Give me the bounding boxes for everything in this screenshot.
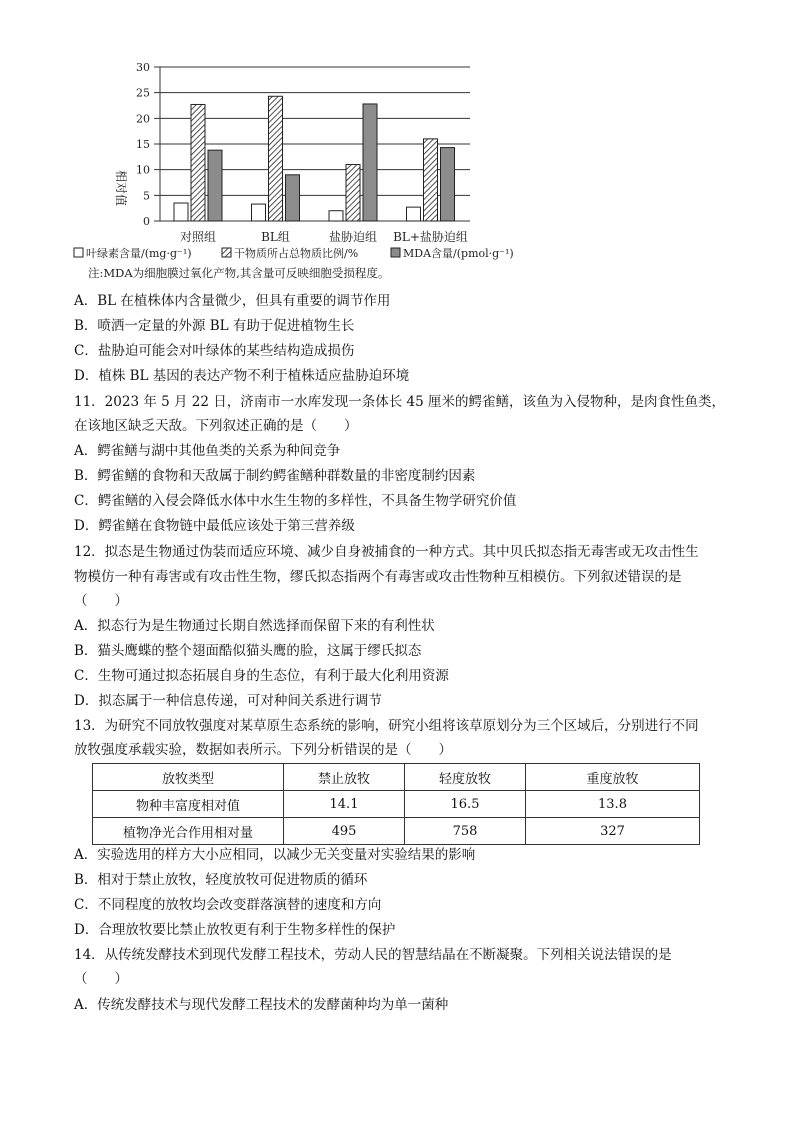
table-header-cell: 重度放牧 <box>526 764 700 791</box>
bar-chart <box>70 55 540 295</box>
y-tick-label: 15 <box>136 138 150 151</box>
chart-svg <box>70 55 540 295</box>
table-row <box>93 818 700 845</box>
q12-stem-2: 物模仿一种有毒害或有攻击性生物，缪氏拟态指两个有毒害或攻击性物种互相模仿。下列叙述错误的是 <box>74 569 682 585</box>
q13-option-a: A．实验选用的样方大小应相同，以减少无关变量对实验结果的影响 <box>74 847 476 863</box>
q12-stem-3: （ ） <box>74 593 128 609</box>
table-cell: 14.1 <box>284 791 405 818</box>
q14-stem-2: （ ） <box>74 971 128 987</box>
bar-gray-2 <box>363 104 377 221</box>
table-cell: 758 <box>405 818 526 845</box>
table-header-row <box>93 764 700 791</box>
q12-option-d: D．拟态属于一种信息传递，可对种间关系进行调节 <box>74 693 382 709</box>
q11-option-a: A．鳄雀鳝与湖中其他鱼类的关系为种间竞争 <box>74 443 341 459</box>
q10-option-b: B．喷洒一定量的外源 BL 有助于促进植物生长 <box>74 318 355 334</box>
q14-stem-1: 14．从传统发酵技术到现代发酵工程技术，劳动人民的智慧结晶在不断凝聚。下列相关说法错误的是 <box>74 947 672 963</box>
y-tick-label: 0 <box>143 215 150 228</box>
q11-stem-2: 在该地区缺乏天敌。下列叙述正确的是（ ） <box>74 418 358 434</box>
q10-option-c: C．盐胁迫可能会对叶绿体的某些结构造成损伤 <box>74 343 355 359</box>
q13-stem-2: 放牧强度承载实验，数据如表所示。下列分析错误的是（ ） <box>74 742 452 758</box>
grazing-table <box>92 763 700 845</box>
table-cell: 13.8 <box>526 791 700 818</box>
legend-swatch-chlorophyll <box>74 248 83 257</box>
q12-option-b: B．猫头鹰蝶的整个翅面酷似猫头鹰的脸，这属于缪氏拟态 <box>74 643 422 659</box>
y-tick-label: 25 <box>136 86 150 100</box>
table-header-cell: 放牧类型 <box>93 764 284 791</box>
bar-gray-0 <box>208 150 222 221</box>
x-tick-label: 对照组 <box>179 230 217 244</box>
bar-hatch-3 <box>424 139 438 221</box>
bar-white-0 <box>174 203 188 221</box>
bar-white-3 <box>407 207 421 221</box>
table-row <box>93 791 700 818</box>
q10-option-d: D．植株 BL 基因的表达产物不利于植株适应盐胁迫环境 <box>74 368 410 384</box>
legend-label-dry-matter: 干物质所占总物质比例/% <box>234 247 359 260</box>
q13-option-c: C．不同程度的放牧均会改变群落演替的速度和方向 <box>74 897 382 913</box>
bar-gray-3 <box>441 148 455 221</box>
table-cell: 16.5 <box>405 791 526 818</box>
legend-swatch-dry-matter <box>222 248 231 257</box>
y-tick-label: 30 <box>136 61 150 74</box>
bar-white-1 <box>252 204 266 221</box>
bar-gray-1 <box>286 175 300 221</box>
legend-label-mda: MDA含量/(pmol·g⁻¹) <box>403 247 514 260</box>
q13-stem-1: 13．为研究不同放牧强度对某草原生态系统的影响，研究小组将该草原划分为三个区域后，分别进行不同 <box>74 718 699 734</box>
bar-hatch-1 <box>269 96 283 221</box>
table-cell: 物种丰富度相对值 <box>93 791 284 818</box>
bar-hatch-2 <box>346 165 360 221</box>
q12-stem-1: 12．拟态是生物通过伪装而适应环境、减少自身被捕食的一种方式。其中贝氏拟态指无毒害或无攻击性生 <box>74 544 699 560</box>
q14-option-a: A．传统发酵技术与现代发酵工程技术的发酵菌种均为单一菌种 <box>74 997 449 1013</box>
x-tick-label: 盐胁迫组 <box>328 230 378 244</box>
q11-option-d: D．鳄雀鳝在食物链中最低应该处于第三营养级 <box>74 518 355 534</box>
chart-legend <box>74 246 514 260</box>
table-cell: 植物净光合作用相对量 <box>93 818 284 845</box>
q12-option-a: A．拟态行为是生物通过长期自然选择而保留下来的有利性状 <box>74 618 435 634</box>
q11-stem-1: 11．2023 年 5 月 22 日，济南市一水库发现一条体长 45 厘米的鳄雀鳝，该鱼为入侵物种，是肉食性鱼类， <box>74 394 726 410</box>
table-cell: 327 <box>526 818 700 845</box>
table-header-cell: 禁止放牧 <box>284 764 405 791</box>
bar-white-2 <box>329 211 343 221</box>
x-tick-label: BL组 <box>261 230 290 244</box>
table-header-cell: 轻度放牧 <box>405 764 526 791</box>
q12-option-c: C．生物可通过拟态拓展自身的生态位，有利于最大化利用资源 <box>74 668 449 684</box>
bar-hatch-0 <box>191 104 205 221</box>
legend-swatch-mda <box>391 248 400 257</box>
y-axis-label: 相对值 <box>114 170 128 207</box>
chart-note: 注:MDA为细胞膜过氧化产物,其含量可反映细胞受损程度。 <box>88 266 390 280</box>
y-tick-label: 10 <box>136 163 150 177</box>
x-tick-label: BL+盐胁迫组 <box>393 230 468 244</box>
y-tick-label: 5 <box>143 189 150 203</box>
q11-option-c: C．鳄雀鳝的入侵会降低水体中水生生物的多样性，不具备生物学研究价值 <box>74 493 517 509</box>
y-tick-label: 20 <box>136 112 150 126</box>
legend-label-chlorophyll: 叶绿素含量/(mg·g⁻¹) <box>86 247 192 260</box>
q13-option-b: B．相对于禁止放牧，轻度放牧可促进物质的循环 <box>74 872 368 888</box>
q11-option-b: B．鳄雀鳝的食物和天敌属于制约鳄雀鳝种群数量的非密度制约因素 <box>74 468 476 484</box>
q10-option-a: A．BL 在植株体内含量微少，但具有重要的调节作用 <box>74 293 391 309</box>
q13-option-d: D．合理放牧要比禁止放牧更有利于生物多样性的保护 <box>74 922 396 938</box>
table-cell: 495 <box>284 818 405 845</box>
